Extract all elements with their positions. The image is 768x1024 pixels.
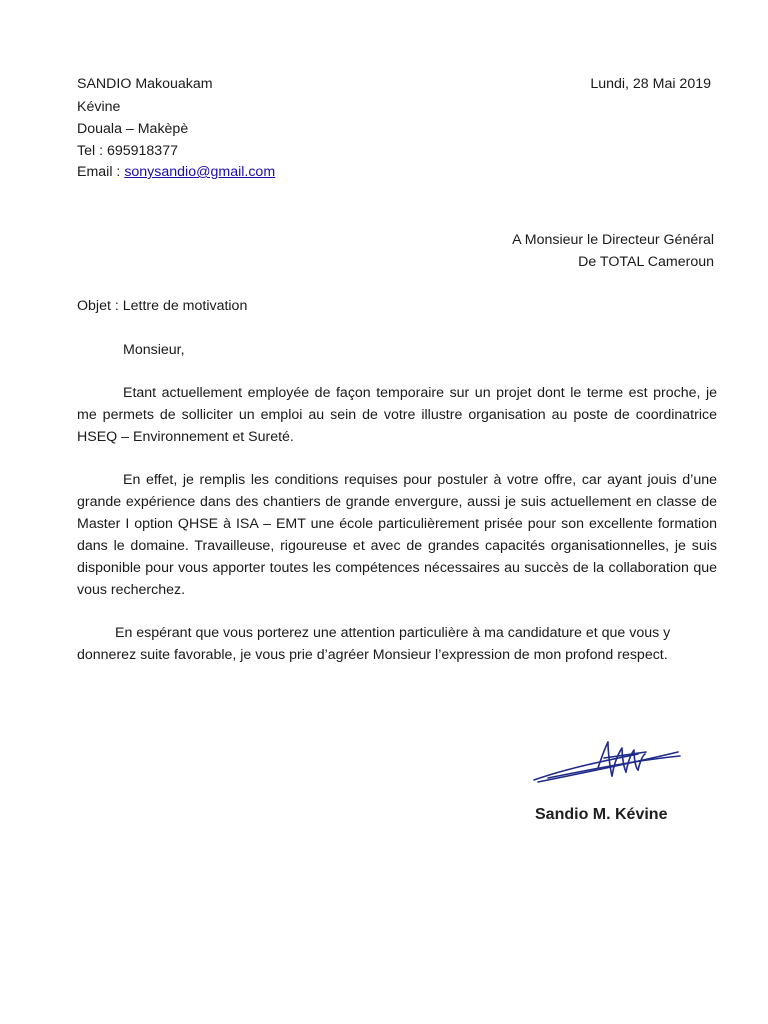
sender-city: Douala – Makèpè [77,121,189,137]
letter-date: Lundi, 28 Mai 2019 [590,76,711,92]
body-paragraph-1-text: Etant actuellement employée de façon temporaire sur un projet dont le terme est proche, je me permets de solliciter un emploi au sein de votre illustre organisation au poste de coordinatrice HSEQ – Environnement et Sureté. [77,385,717,445]
salutation: Monsieur, [123,342,185,358]
body-paragraph-3-text: En espérant que vous porterez une attention particulière à ma candidature et que vous y donnerez suite favorable, je vous prie d’agréer Monsieur l’expression de mon profond respect. [77,625,671,663]
letter-subject: Objet : Lettre de motivation [77,298,248,314]
body-paragraph-1 [77,382,717,448]
sender-name: SANDIO Makouakam [77,76,213,92]
body-paragraph-2 [77,469,717,601]
recipient-line-2: De TOTAL Cameroun [578,254,714,270]
body-paragraph-3 [77,622,722,666]
signature-name: Sandio M. Kévine [535,806,668,823]
body-paragraph-2-text: En effet, je remplis les conditions requises pour postuler à votre offre, car ayant jouis d’une grande expérience dans des chantiers de grande envergure, aussi je suis actuellement en classe de Master I option QHSE à ISA – EMT une école particulièrement prisée pour son excellente formation dans le domaine. Travailleuse, rigoureuse et avec de grandes capacités organisationnelles, je suis disponible pour vous apporter toutes les compétences nécessaires au succès de la collaboration que vous recherchez. [77,472,717,598]
recipient-line-1: A Monsieur le Directeur Général [512,232,714,248]
email-link[interactable]: sonysandio@gmail.com [124,164,276,180]
sender-email-line [77,161,275,183]
sender-phone: Tel : 695918377 [77,143,178,159]
handwritten-signature [528,738,688,788]
sender-first-name: Kévine [77,99,121,115]
email-label: Email : [77,164,125,180]
